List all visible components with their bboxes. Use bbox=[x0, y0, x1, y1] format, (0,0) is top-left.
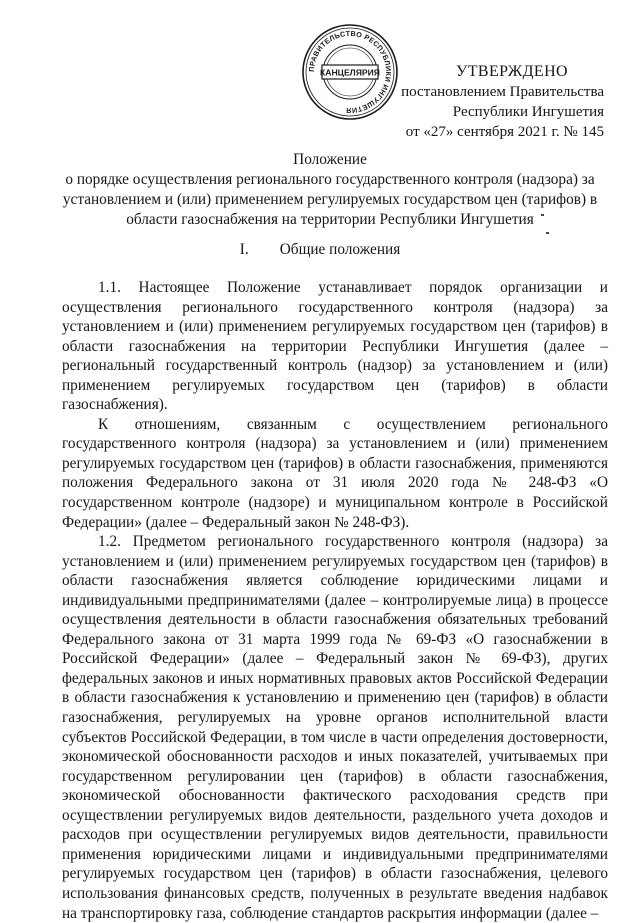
seal-center-text: КАНЦЕЛЯРИЯ bbox=[320, 67, 380, 78]
scan-mark bbox=[541, 214, 544, 216]
title-line-1: о порядке осуществления регионального государственного контроля (надзора) за bbox=[65, 171, 595, 188]
approval-line-2: Республики Ингушетия bbox=[452, 104, 604, 120]
approval-line-1: постановлением Правительства bbox=[401, 84, 604, 100]
approval-heading: УТВЕРЖДЕНО bbox=[455, 63, 568, 80]
paragraph-1-1: 1.1. Настоящее Положение устанавливает порядок организации и осуществления регионального государственного контроля (надзора) за установлением и (или) применением регулируемых государством цен (тарифов) в области газоснабжения на территории Республики Ингушетия (далее – региональный государственный контроль (надзор) за установлением и (или) применением регулируемых государством цен (тарифов) в области газоснабжения). bbox=[62, 279, 608, 414]
paragraph-context: К отношениям, связанным с осуществлением регионального государственного контроля (надзора) за установлением и (или) применением регулируемых государством цен (тарифов) в области газоснабжения, применяются положения Федерального закона от 31 июля 2020 года № 248-ФЗ «О государственном контроле (надзоре) и муниципальном контроле в Российской Федерации» (далее – Федеральный закон № 248-ФЗ). bbox=[62, 415, 608, 531]
document-title bbox=[40, 150, 620, 230]
approval-line-3: от «27» сентября 2021 г. № 145 bbox=[405, 124, 604, 140]
section-number: I. bbox=[239, 241, 249, 258]
title-line-3: области газоснабжения на территории Республики Ингушетия bbox=[126, 211, 534, 228]
title-name: Положение bbox=[293, 151, 367, 168]
scan-mark bbox=[546, 232, 549, 234]
section-heading bbox=[0, 240, 640, 260]
title-line-2: установлением и (или) применением регулируемых государством цен (тарифов) в bbox=[62, 191, 598, 208]
seal-ring-text: ПРАВИТЕЛЬСТВО РЕСПУБЛИКИ ИНГУШЕТИЯ bbox=[306, 28, 394, 116]
section-title: Общие положения bbox=[279, 241, 401, 258]
approval-block bbox=[344, 62, 604, 142]
paragraph-1-2: 1.2. Предметом регионального государственного контроля (надзора) за установлением и (или) применением регулируемых государством цен (тарифов) в области газоснабжения является соблюдение юридическими лицами и индивидуальными предпринимателями (далее – контролируемые лица) в процессе осуществления деятельности в области газоснабжения обязательных требований Федерального закона от 31 марта 1999 года № 69-ФЗ «О газоснабжении в Российской Федерации» (далее – Федеральный закон № 69-ФЗ), других федеральных законов и иных нормативных правовых актов Российской Федерации в области газоснабжения к установлению и применению цен (тарифов) в области газоснабжения, регулируемых на уровне органов исполнительной власти субъектов Российской Федерации, в том числе в части определения достоверности, экономической обоснованности расходов и иных показателей, учитываемых при государственном регулировании цен (тарифов) в области газоснабжения, экономической обоснованности фактического расходования средств при осуществлении регулируемых видов деятельности, раздельного учета доходов и расходов при осуществлении регулируемых видов деятельности, правильности применения юридическими лицами и индивидуальными предпринимателями регулируемых государством цен (тарифов) в области газоснабжения, целевого использования финансовых средств, полученных в результате введения надбавок на транспортировку газа, соблюдение стандартов раскрытия информации (далее – bbox=[62, 533, 608, 922]
document-body bbox=[62, 278, 608, 923]
